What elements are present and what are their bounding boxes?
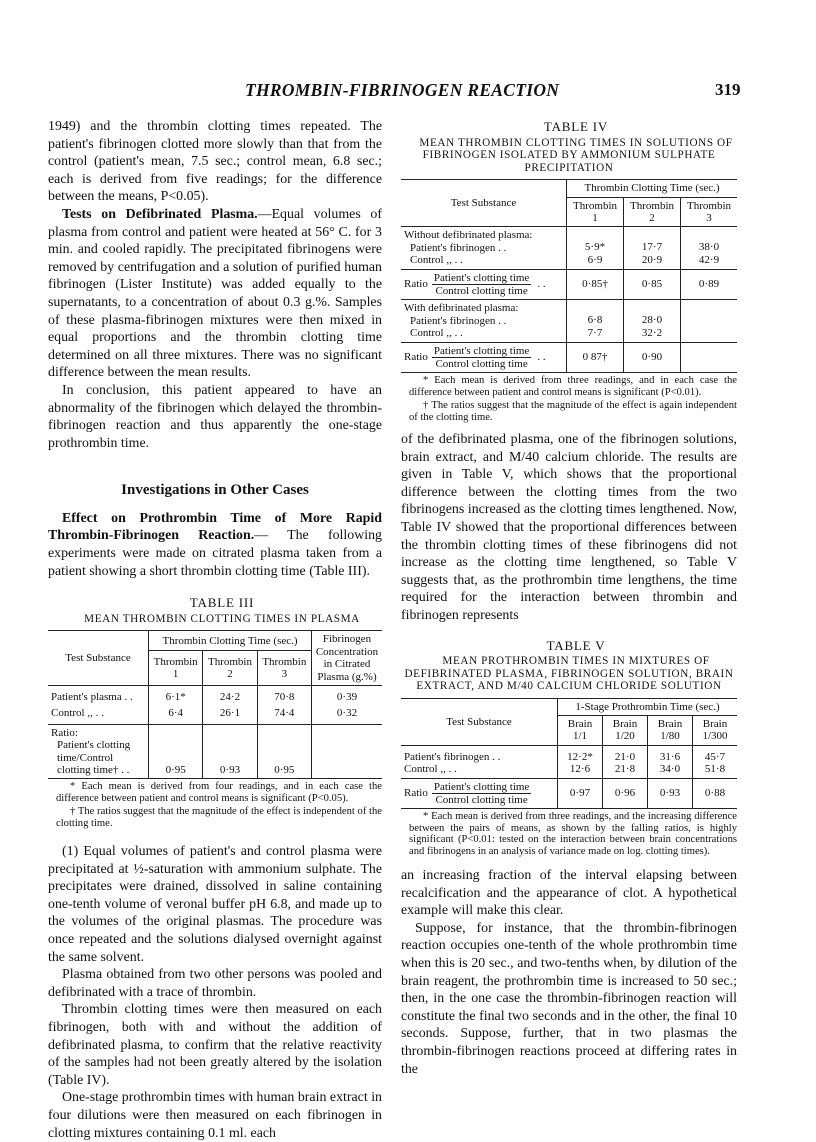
value: 38·0 <box>698 241 720 254</box>
table-label: TABLE III <box>189 595 255 611</box>
ratio-word: Ratio <box>404 278 428 291</box>
row-label-text: Control ,, . . <box>404 763 457 776</box>
page-number: 319 <box>715 80 741 99</box>
cell <box>648 745 693 778</box>
cell <box>312 724 383 779</box>
table-row <box>401 778 737 809</box>
denominator: Control clotting time <box>435 357 528 370</box>
group-header: Thrombin Clotting Time (sec.) <box>567 180 738 197</box>
value: 32·2 <box>641 326 663 339</box>
col-header: Brain 1/300 <box>693 716 738 746</box>
value: 20·9 <box>641 253 663 266</box>
table-row <box>48 724 382 779</box>
leader-dots: . . <box>537 278 546 291</box>
ratio-text: Patient's clotting time/Control clotting time† . . <box>57 739 131 776</box>
cell: 70·8 <box>257 685 311 705</box>
cell <box>681 342 738 373</box>
col-header: Thrombin 2 <box>624 197 681 227</box>
table-label: TABLE V <box>546 637 606 653</box>
row-label <box>401 745 558 778</box>
value: 21·8 <box>614 763 636 776</box>
paragraph: Plasma obtained from two other persons was pooled and defibrinated with a trace of thrombin. <box>48 967 382 1000</box>
cell <box>624 300 681 342</box>
cell: 0·85† <box>567 269 624 300</box>
paragraph: One-stage prothrombin times with human brain extract in four dilutions were then measured on each fibrinogen in clotting mixtures containing 0.1 ml. each <box>48 1090 382 1141</box>
ratio-label <box>401 269 567 300</box>
cell: 0·95 <box>257 724 311 779</box>
group-header: 1-Stage Prothrombin Time (sec.) <box>558 698 738 715</box>
cell: 0·89 <box>681 269 738 300</box>
col-header: Fibrinogen Concentration in Citrated Plasma (g.%) <box>312 631 383 686</box>
cell: 0·39 <box>312 685 383 705</box>
section-heading: Investigations in Other Cases <box>121 482 309 499</box>
cell <box>693 745 738 778</box>
numerator: Patient's clotting time <box>433 344 530 357</box>
row-label <box>401 227 567 269</box>
cell <box>567 227 624 269</box>
col-header: Test Substance <box>401 180 567 227</box>
cell: 26·1 <box>203 705 257 724</box>
ratio-label <box>401 342 567 373</box>
ratio-word: Ratio <box>404 787 428 800</box>
paragraph-text: — The following experiments were made on citrated plasma taken from a patient showing a short thrombin clotting time (Table III). <box>48 528 382 579</box>
value: 5·9* <box>584 241 606 254</box>
table-row <box>48 685 382 705</box>
table <box>48 630 382 779</box>
paragraph: Thrombin clotting times were then measured on each fibrinogen, both with and without the addition of defibrinated plasma, to confirm that the relative reactivity of the samples had not been greatly altered by the isolation (Table IV). <box>48 1002 382 1088</box>
leader-dots: . . <box>537 351 546 364</box>
group-header: Thrombin Clotting Time (sec.) <box>149 631 312 651</box>
row-label: Control ,, . . <box>51 707 104 720</box>
cell: 24·2 <box>203 685 257 705</box>
cell: 0·96 <box>603 778 648 809</box>
value: 21·0 <box>614 750 636 763</box>
col-header: Thrombin 3 <box>681 197 738 227</box>
value: 12·2* <box>567 750 593 763</box>
value: 17·7 <box>641 241 663 254</box>
table-row <box>401 227 737 269</box>
footnote: † The ratios suggest that the magnitude of the effect is again independent of the clotting time. <box>409 400 737 423</box>
row-label <box>401 300 567 342</box>
paragraph: In conclusion, this patient appeared to have an abnormality of the fibrinogen which delayed the thrombin-fibrinogen reaction and thus apparently the one-stage prothrombin time. <box>48 382 382 451</box>
table-row <box>48 705 382 724</box>
cell: 0·32 <box>312 705 383 724</box>
table-row <box>401 300 737 342</box>
row-label-text: Control ,, . . <box>410 327 463 340</box>
row-label-text: Patient's fibrinogen . . <box>410 241 507 254</box>
paragraph: 1949) and the thrombin clotting times repeated. The patient's fibrinogen clotted more slowly than that from the control (patient's mean, 7.5 sec.; control mean, 6.8 sec.; each is derived from five readings; for the difference between the means, P<0.05). <box>48 119 382 205</box>
cell <box>603 745 648 778</box>
value: 12·6 <box>569 763 591 776</box>
cell: 0 87† <box>567 342 624 373</box>
row-label: Patient's plasma . . <box>51 690 133 703</box>
cell: 0·88 <box>693 778 738 809</box>
row-label-text: Control ,, . . <box>410 254 463 267</box>
footnote: * Each mean is derived from three readings, and in each case the difference between patient and control means is significant (P<0.01). <box>409 375 737 398</box>
cell: 6·4 <box>149 705 203 724</box>
ratio-word: Ratio: <box>51 726 78 739</box>
paragraph-text: —Equal volumes of plasma from control and patient were heated at 56° C. for 3 min. and cooled rapidly. The precipitated fibrinogens were removed by centrifugation and a solution of purified human fibrinogen (Lister Institute) was added equally to the supernatants, to a concentration of about 0.3 g.%. Samples of these plasma-fibrinogen mixtures were then mixed in equal proportions and the thrombin clotting time determined on all three mixtures. There was no significant difference between the mean results. <box>48 206 382 381</box>
footnote: * Each mean is derived from three readings, and the increasing difference between the pairs of means, as shown by the falling ratios, is highly significant (P<0.01: tested on the interaction between brain concentrations and fibrinogens in an analysis of variance made on log. clotting times). <box>409 811 737 857</box>
table-iii <box>48 594 382 829</box>
value: 34·0 <box>659 763 681 776</box>
table-row <box>401 342 737 373</box>
ratio-word: Ratio <box>404 351 428 364</box>
paragraph <box>48 206 382 382</box>
footnote: * Each mean is derived from four readings, and in each case the difference between patient and control means is significant (P<0.05). <box>56 781 382 804</box>
row-label-text: Patient's fibrinogen . . <box>404 750 501 763</box>
col-header: Test Substance <box>401 698 558 745</box>
table-v <box>401 637 737 858</box>
col-header: Brain 1/80 <box>648 716 693 746</box>
value: 45·7 <box>704 750 726 763</box>
cell <box>624 227 681 269</box>
footnote: † The ratios suggest that the magnitude of the effect is independent of the clotting time. <box>56 806 382 829</box>
numerator: Patient's clotting time <box>433 780 530 793</box>
denominator: Control clotting time <box>435 284 528 297</box>
cell: 0·95 <box>149 724 203 779</box>
ratio-fraction <box>432 345 531 371</box>
denominator: Control clotting time <box>435 794 528 807</box>
table-label: TABLE IV <box>543 119 609 134</box>
runin-heading: Tests on Defibrinated Plasma. <box>62 206 258 222</box>
table <box>401 698 737 810</box>
col-header: Thrombin 1 <box>567 197 624 227</box>
right-column <box>401 118 737 1078</box>
row-label-text: Patient's fibrinogen . . <box>410 314 507 327</box>
value: 31·6 <box>659 750 681 763</box>
table-iv <box>401 118 737 423</box>
running-title: THROMBIN-FIBRINOGEN REACTION <box>245 80 560 100</box>
value: 6·8 <box>587 314 603 327</box>
table <box>401 179 737 373</box>
table-caption: MEAN THROMBIN CLOTTING TIMES IN PLASMA <box>84 612 360 625</box>
numerator: Patient's clotting time <box>433 271 530 284</box>
subsection-heading: Effect on Prothrombin Time of More Rapid Thrombin-Fibrinogen Reaction. <box>48 510 382 544</box>
col-header: Thrombin 2 <box>203 651 257 686</box>
ratio-label <box>48 724 149 779</box>
paragraph: (1) Equal volumes of patient's and control plasma were precipitated at ½-saturation with ammonium sulphate. The precipitates were drained, dissolved in saline containing one-tenth volume of veronal buffer pH 6.8, and made up to the volumes of the original plasmas. The procedure was once repeated and the solutions dialysed overnight against the same solvent. <box>48 844 382 965</box>
cell: 0·97 <box>558 778 603 809</box>
group-label: Without defibrinated plasma: <box>404 229 533 242</box>
table-caption: MEAN PROTHROMBIN TIMES IN MIXTURES OF DEFIBRINATED PLASMA, FIBRINOGEN SOLUTION, BRAIN EXTRACT, AND M/40 CALCIUM CHLORIDE SOLUTION <box>404 655 734 693</box>
col-header: Thrombin 1 <box>149 651 203 686</box>
col-header: Test Substance <box>48 631 149 686</box>
value: 28·0 <box>641 314 663 327</box>
value: 51·8 <box>704 763 726 776</box>
paragraph: Suppose, for instance, that the thrombin-fibrinogen reaction occupies one-tenth of the whole prothrombin time when this is 20 sec., and two-tenths when, by dilution of the brain reagent, the prothrombin time is increased to 50 sec.; then, in the one case the thrombin-fibrinogen reaction will constitute the final two seconds and in the other, the final 10 seconds. Suppose, further, that in two plasmas the thrombin-fibrinogen reactions proceed at differing rates in the <box>401 920 737 1077</box>
cell: 0·93 <box>203 724 257 779</box>
value: 6·9 <box>587 253 603 266</box>
paragraph: of the defibrinated plasma, one of the fibrinogen solutions, brain extract, and M/40 calcium chloride. The results are given in Table V, which shows that the proportional difference between the clotting times from the two fibrinogens increased as the clotting times lengthened. Now, Table IV showed that the proportional differences between the thrombin clotting times of these fibrinogens did not increase as the clotting time lengthened, so Table V suggests that, as the prothrombin time lengthens, the time required for the interaction between thrombin and fibrinogen represents <box>401 432 737 623</box>
cell: 74·4 <box>257 705 311 724</box>
value: 42·9 <box>698 253 720 266</box>
subsection-paragraph <box>48 510 382 580</box>
cell: 0·90 <box>624 342 681 373</box>
cell: 6·1* <box>149 685 203 705</box>
cell: 0·93 <box>648 778 693 809</box>
group-label: With defibrinated plasma: <box>404 302 519 315</box>
left-column <box>48 118 382 1142</box>
table-row <box>401 745 737 778</box>
col-header: Thrombin 3 <box>257 651 311 686</box>
value: 7·7 <box>587 326 603 339</box>
col-header: Brain 1/1 <box>558 716 603 746</box>
col-header: Brain 1/20 <box>603 716 648 746</box>
ratio-fraction <box>432 781 531 807</box>
cell <box>558 745 603 778</box>
cell <box>681 227 738 269</box>
table-row <box>401 269 737 300</box>
table-caption: MEAN THROMBIN CLOTTING TIMES IN SOLUTIONS OF FIBRINOGEN ISOLATED BY AMMONIUM SULPHATE PRECIPITATION <box>419 136 733 174</box>
paragraph: an increasing fraction of the interval elapsing between recalcification and the appearance of clot. A hypothetical example will make this clear. <box>401 868 737 919</box>
ratio-fraction <box>432 272 531 298</box>
cell: 0·85 <box>624 269 681 300</box>
cell <box>567 300 624 342</box>
cell <box>681 300 738 342</box>
ratio-label <box>401 778 558 809</box>
